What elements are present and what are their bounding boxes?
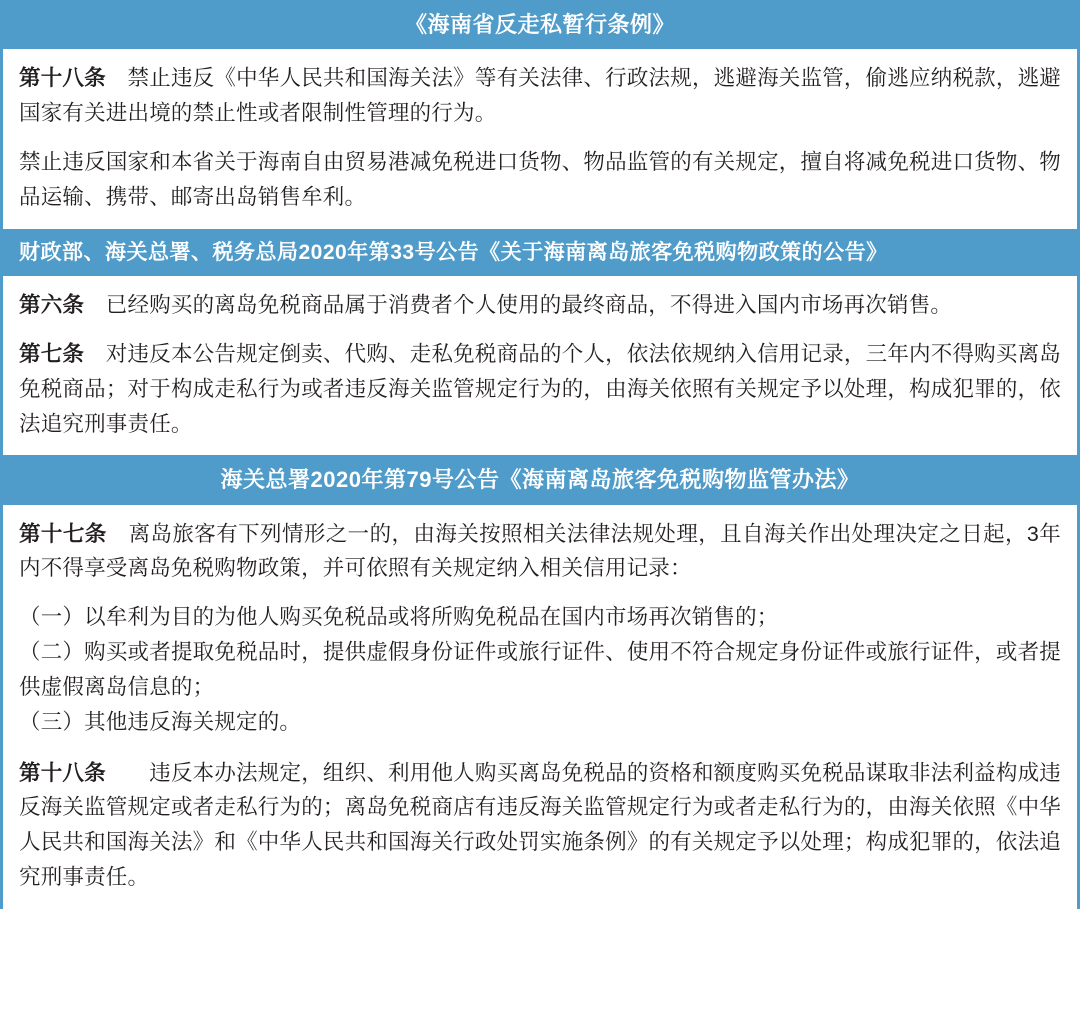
- list-item: （二）购买或者提取免税品时，提供虚假身份证件或旅行证件、使用不符合规定身份证件或旅行证件，或者提供虚假离岛信息的；: [19, 640, 1061, 699]
- section-title-1: 《海南省反走私暂行条例》: [3, 0, 1077, 49]
- paragraph-article-6: [19, 288, 1061, 323]
- article-label-18-customs: 第十八条: [19, 760, 106, 785]
- section-customs-announcement-79: [0, 455, 1080, 908]
- list-item: （一）以牟利为目的为他人购买免税品或将所购免税品在国内市场再次销售的；: [19, 605, 779, 630]
- article-text-18-2: 禁止违反国家和本省关于海南自由贸易港减免税进口货物、物品监管的有关规定，擅自将减免税进口货物、物品运输、携带、邮寄出岛销售牟利。: [19, 149, 1061, 209]
- article-text-7: 对违反本公告规定倒卖、代购、走私免税商品的个人，依法依规纳入信用记录，三年内不得购买离岛免税商品；对于构成走私行为或者违反海关监管规定行为的，由海关依照有关规定予以处理，构成犯罪的，依法追究刑事责任。: [19, 341, 1061, 436]
- article-label-18: 第十八条: [19, 66, 106, 91]
- section-body-3: [3, 505, 1077, 909]
- section-body-2: [3, 276, 1077, 455]
- section-title-2: 财政部、海关总署、税务总局2020年第33号公告《关于海南离岛旅客免税购物政策的公告》: [3, 229, 1077, 277]
- list-item: （三）其他违反海关规定的。: [19, 709, 302, 734]
- article-17-item-list: [19, 600, 1061, 739]
- article-text-17: 离岛旅客有下列情形之一的，由海关按照相关法律法规处理，且自海关作出处理决定之日起，3年内不得享受离岛免税购物政策，并可依照有关规定纳入相关信用记录：: [19, 521, 1061, 581]
- paragraph-article-7: [19, 337, 1061, 441]
- paragraph-article-18-2: [19, 145, 1061, 215]
- paragraph-article-18-customs: [19, 756, 1061, 895]
- article-text-18-customs: 违反本办法规定，组织、利用他人购买离岛免税品的资格和额度购买免税品谋取非法利益构成违反海关监管规定或者走私行为的；离岛免税商店有违反海关监管规定行为或者走私行为的，由海关依照《中华人民共和国海关法》和《中华人民共和国海关行政处罚实施条例》的有关规定予以处理；构成犯罪的，依法追究刑事责任。: [19, 760, 1061, 890]
- article-label-17: 第十七条: [19, 521, 107, 546]
- paragraph-article-18: [19, 61, 1061, 131]
- paragraph-article-17: [19, 517, 1061, 587]
- article-label-6: 第六条: [19, 293, 85, 318]
- section-title-3: 海关总署2020年第79号公告《海南离岛旅客免税购物监管办法》: [3, 455, 1077, 504]
- section-body-1: [3, 49, 1077, 228]
- section-hainan-anti-smuggling: [0, 0, 1080, 229]
- article-label-7: 第七条: [19, 341, 85, 366]
- article-text-18: 禁止违反《中华人民共和国海关法》等有关法律、行政法规，逃避海关监管，偷逃应纳税款，逃避国家有关进出境的禁止性或者限制性管理的行为。: [19, 66, 1061, 126]
- section-moc-announcement-33: [0, 229, 1080, 456]
- article-text-6: 已经购买的离岛免税商品属于消费者个人使用的最终商品，不得进入国内市场再次销售。: [84, 293, 953, 318]
